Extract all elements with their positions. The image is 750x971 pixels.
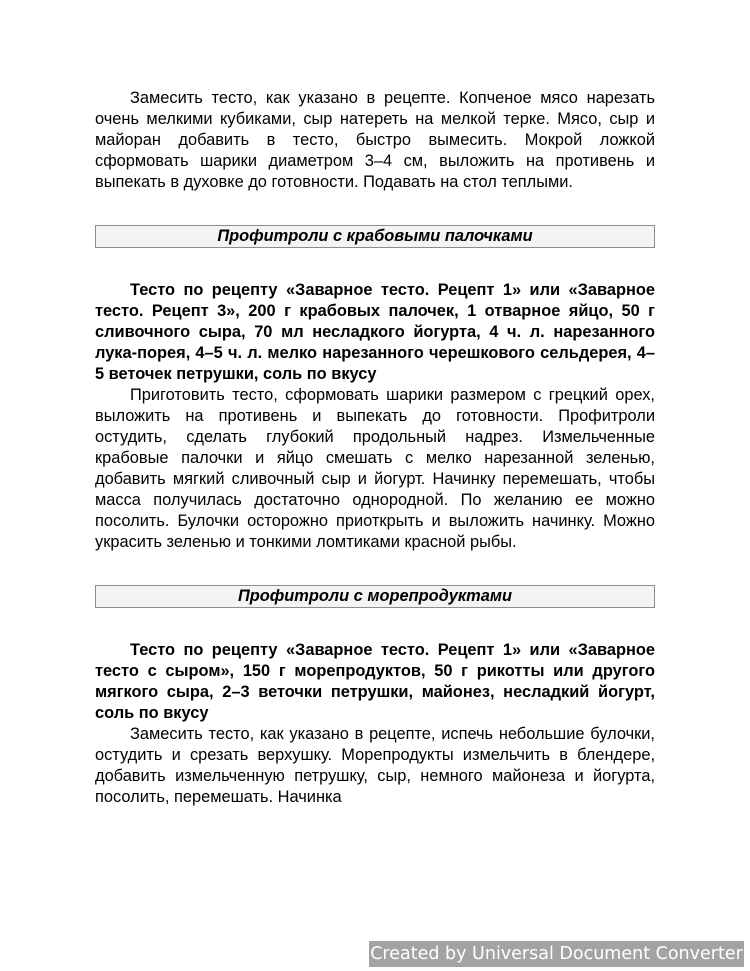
spacer bbox=[95, 193, 655, 225]
recipe-ingredients-seafood: Тесто по рецепту «Заварное тесто. Рецепт 1» или «Заварное тесто с сыром», 150 г морепродуктов, 50 г рикотты или другого мягкого сыра, 2–3 веточки петрушки, майонез, несладкий йогурт, соль по вкусу bbox=[95, 641, 655, 722]
intro-paragraph: Замесить тесто, как указано в рецепте. Копченое мясо нарезать очень мелкими кубиками, сыр натереть на мелкой терке. Мясо, сыр и майоран добавить в тесто, быстро вымесить. Мокрой ложкой сформовать шарики диаметром 3–4 см, выложить на противень и выпекать в духовке до готовности. Подавать на стол теплыми. bbox=[95, 89, 655, 191]
recipe-title-seafood: Профитроли с морепродуктами bbox=[95, 585, 655, 608]
spacer bbox=[95, 608, 655, 640]
spacer bbox=[95, 248, 655, 280]
document-body bbox=[95, 88, 655, 808]
recipe-ingredients-crab: Тесто по рецепту «Заварное тесто. Рецепт 1» или «Заварное тесто. Рецепт 3», 200 г крабовых палочек, 1 отварное яйцо, 50 г сливочного сыра, 70 мл несладкого йогурта, 4 ч. л. нарезанного лука-порея, 4–5 ч. л. мелко нарезанного черешкового сельдерея, 4–5 веточек петрушки, соль по вкусу bbox=[95, 281, 655, 383]
recipe-title-crab: Профитроли с крабовыми палочками bbox=[95, 225, 655, 248]
recipe-method-seafood: Замесить тесто, как указано в рецепте, испечь небольшие булочки, остудить и срезать верхушку. Морепродукты измельчить в блендере, добавить измельченную петрушку, сыр, немного майонеза и йогурта, посолить, перемешать. Начинка bbox=[95, 725, 655, 806]
spacer bbox=[95, 553, 655, 585]
converter-watermark: Created by Universal Document Converter bbox=[369, 941, 744, 967]
recipe-method-crab: Приготовить тесто, сформовать шарики размером с грецкий орех, выложить на противень и выпекать до готовности. Профитроли остудить, сделать глубокий продольный надрез. Измельченные крабовые палочки и яйцо смешать с мелко нарезанной зеленью, добавить мягкий сливочный сыр и йогурт. Начинку перемешать, чтобы масса получилась достаточно однородной. По желанию ее можно посолить. Булочки осторожно приоткрыть и выложить начинку. Можно украсить зеленью и тонкими ломтиками красной рыбы. bbox=[95, 386, 655, 551]
